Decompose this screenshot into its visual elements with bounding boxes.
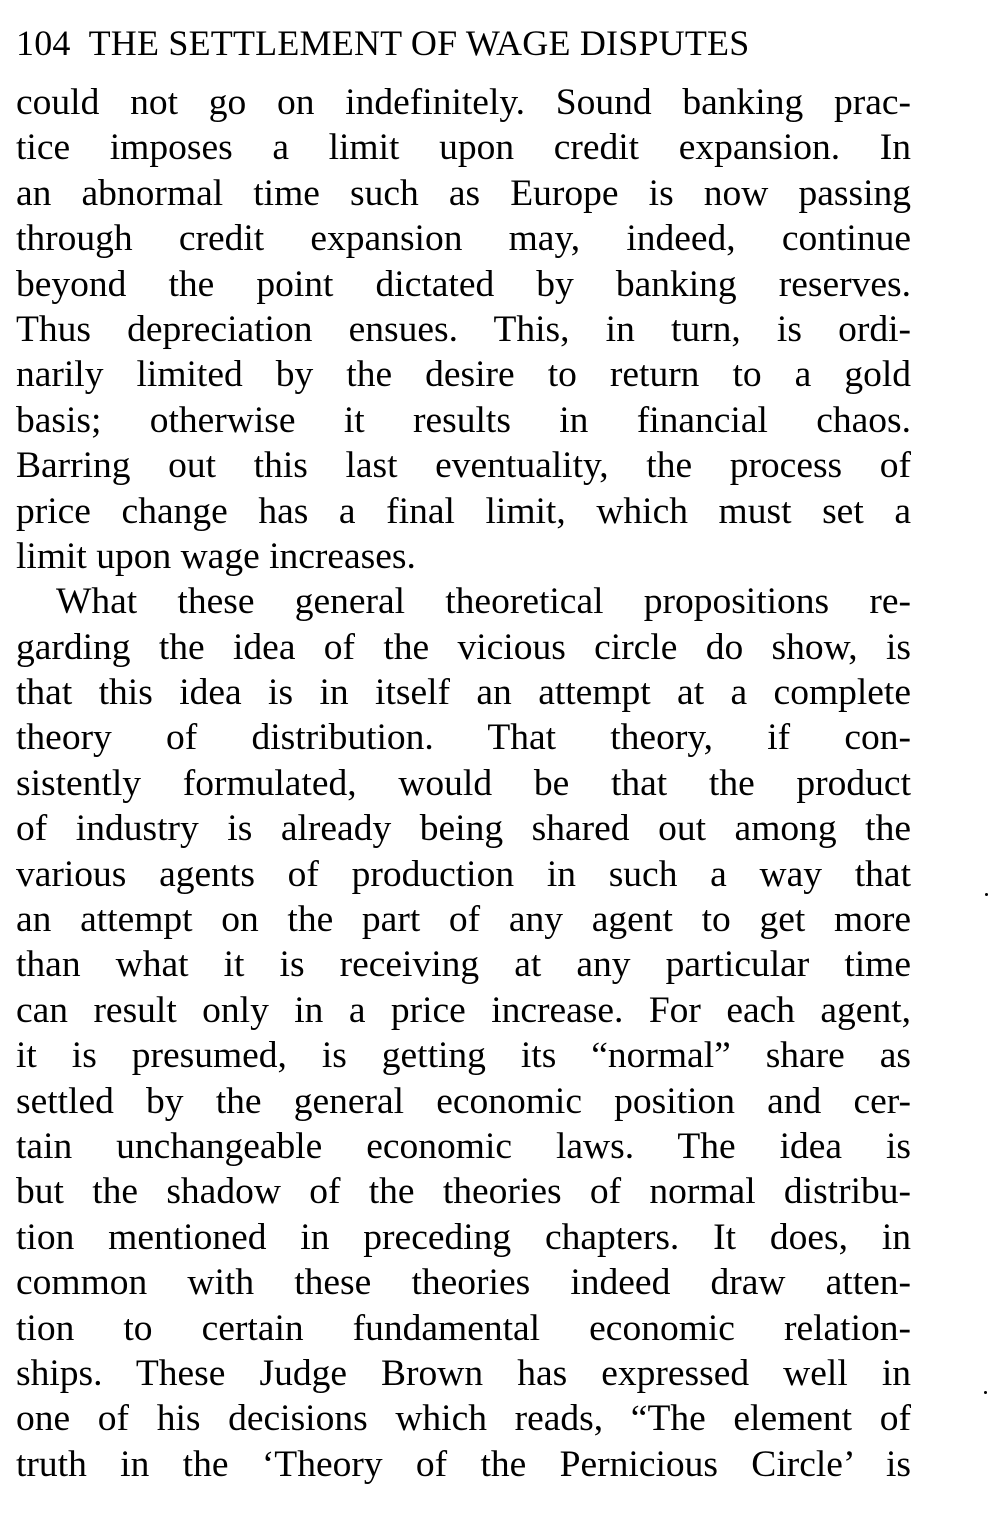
text-line: but the shadow of the theories of normal distribu- — [16, 1171, 911, 1213]
text-line: Thus depreciation ensues. This, in turn, is ordi- — [16, 308, 911, 350]
text-line: than what it is receiving at any particular time — [16, 944, 911, 986]
paragraph-start-line: What these general theoretical propositions re- — [56, 581, 911, 623]
text-line: basis; otherwise it results in financial chaos. — [16, 399, 911, 441]
text-line: tion mentioned in preceding chapters. It does, in — [16, 1216, 911, 1258]
text-line: an abnormal time such as Europe is now passing — [16, 172, 911, 214]
text-line: of industry is already being shared out among the — [16, 808, 911, 850]
running-title: THE SETTLEMENT OF WAGE DISPUTES — [88, 23, 750, 63]
text-line: Barring out this last eventuality, the process of — [16, 445, 911, 487]
text-line: various agents of production in such a way that — [16, 853, 911, 895]
text-line: tice imposes a limit upon credit expansion. In — [16, 127, 911, 169]
paragraph-end-line: limit upon wage increases. — [16, 535, 416, 577]
running-head — [16, 18, 916, 68]
text-line: theory of distribution. That theory, if con- — [16, 717, 911, 759]
text-line: narily limited by the desire to return to a gold — [16, 354, 911, 396]
text-line: beyond the point dictated by banking reserves. — [16, 263, 911, 305]
text-line: settled by the general economic position and cer- — [16, 1080, 911, 1122]
text-line: sistently formulated, would be that the product — [16, 762, 911, 804]
text-line: through credit expansion may, indeed, continue — [16, 218, 911, 260]
text-line: one of his decisions which reads, “The element of — [16, 1398, 911, 1440]
scan-speck — [984, 1391, 987, 1394]
text-line: could not go on indefinitely. Sound banking prac- — [16, 82, 911, 123]
text-line: truth in the ‘Theory of the Pernicious Circle’ is — [16, 1443, 911, 1485]
scan-speck — [985, 893, 988, 896]
text-line: an attempt on the part of any agent to get more — [16, 899, 911, 941]
text-line: tion to certain fundamental economic relation- — [16, 1307, 911, 1349]
page-number: 104 — [16, 23, 71, 63]
body-text — [16, 80, 911, 1487]
text-line: that this idea is in itself an attempt at a complete — [16, 672, 911, 714]
text-line: garding the idea of the vicious circle do show, is — [16, 626, 911, 668]
text-line: price change has a final limit, which must set a — [16, 490, 911, 532]
text-line: can result only in a price increase. For each agent, — [16, 989, 911, 1031]
text-line: ships. These Judge Brown has expressed well in — [16, 1352, 911, 1394]
text-line: it is presumed, is getting its “normal” share as — [16, 1035, 911, 1077]
text-line: common with these theories indeed draw atten- — [16, 1262, 911, 1304]
text-line: tain unchangeable economic laws. The idea is — [16, 1125, 911, 1167]
